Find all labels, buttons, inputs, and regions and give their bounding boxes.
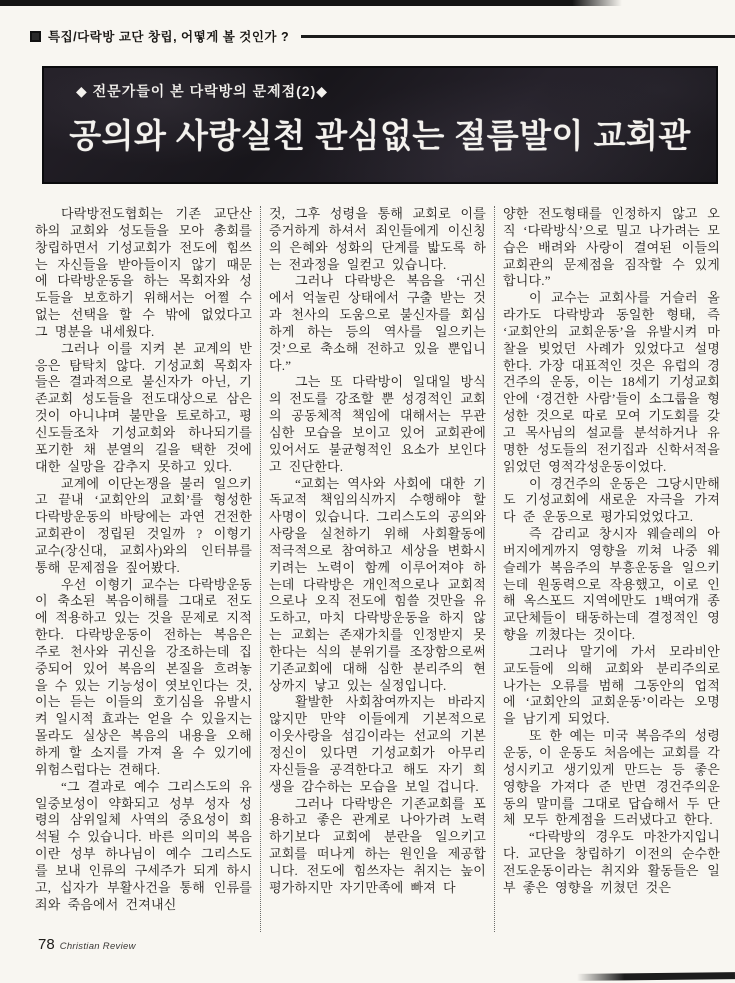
column-2 [269, 206, 486, 932]
article-columns [35, 206, 720, 932]
article-title: 공의와 사랑실천 관심없는 절름발이 교회관 [69, 117, 691, 154]
paragraph: 우선 이형기 교수는 다락방운동이 축소된 복음이해를 그대로 전도에 적용하고 있는 것을 문제로 지적한다. 다락방운동이 전하는 복음은 주로 천사와 귀신을 강조하는데 집중되어 있어 복음의 본질을 흐려놓을 수 있는 기능성이 엿보인다는 것, 이는 듣는 이들의 호기심을 유발시켜 일시적 효과는 얻을 수 있을지는 몰라도 실상은 복음의 내용을 오해하게 할 소지를 가져 올 수 있기에 위험스럽다는 견해다. [35, 576, 252, 777]
page-number: 78 [38, 936, 55, 953]
bottom-scan-artifact [577, 972, 735, 981]
paragraph: 그러나 말기에 가서 모라비안 교도들에 의해 교회와 분리주의로 나가는 오류를 범해 그동안의 업적에 ‘교회안의 교회운동’이라는 오명을 남기게 되었다. [503, 643, 720, 727]
paragraph: 것, 그후 성령을 통해 교회로 이를 증거하게 하셔서 죄인들에게 이신칭의 은혜와 성화의 단계를 밟도록 하는 전과정을 일컫고 있습니다. [269, 206, 486, 272]
page-footer [38, 936, 136, 953]
column-divider [260, 206, 261, 932]
kicker [30, 27, 735, 45]
paragraph: 그러나 다락방은 복음을 ‘귀신에서 억눌린 상태에서 구출 받는 것과 천사의 도움으로 불신자를 회심하게 하는 등의 역사를 일으키는 것’으로 축소해 전하고 있을 뿐입니다.” [269, 273, 486, 373]
paragraph: 교계에 이단논쟁을 불러 일으키고 끝내 ‘교회안의 교회’를 형성한 다락방운동의 바탕에는 과연 건전한 교회관이 정립된 것일까 ? 이형기 교수(장신대, 교회사)와의 인터뷰를 통해 문제점을 짚어봤다. [35, 475, 252, 575]
kicker-label: 특집/다락방 교단 창립, 어떻게 볼 것인가 ? [48, 30, 290, 44]
paragraph: 양한 전도형태를 인정하지 않고 오직 ‘다락방식’으로 밀고 나가려는 모습은 배려와 사랑이 결여된 이들의 교회관의 문제점을 짐작할 수 있게 합니다.” [503, 206, 720, 289]
paragraph: 그는 또 다락방이 일대일 방식의 전도를 강조할 뿐 성경적인 교회의 공동체적 책임에 대해서는 무관심한 모습을 보이고 있어 교회관에 있어서도 불균형적인 요소가 보인다고 진단한다. [269, 374, 486, 474]
paragraph: 이 경건주의 운동은 그당시만해도 기성교회에 새로운 자극을 가져다 준 운동으로 평가되었었다고. [503, 475, 720, 525]
paragraph: 그러나 이를 지켜 본 교계의 반응은 탐탁치 않다. 기성교회 목회자들은 결과적으로 불신자가 아닌, 기존교회 성도들을 전도대상으로 삼은 것이 아니냐며 불만을 토로하고, 평신도들조차 기성교회와 하나되기를 포기한 채 분열의 길을 택한 것에 대한 실망을 감추지 못하고 있다. [35, 340, 252, 474]
kicker-rule [301, 35, 735, 38]
paragraph: 즉 감리교 창시자 웨슬레의 아버지에게까지 영향을 끼쳐 나중 웨슬레가 복음주의 부흥운동을 일으키는데 원동력으로 작용했고, 이로 인해 옥스포드 지역에만도 1백여개 종교단체들이 태동하는데 결정적인 영향을 끼쳤다는 것이다. [503, 526, 720, 643]
paragraph: “그 결과로 예수 그리스도의 유일중보성이 약화되고 성부 성자 성령의 삼위일체 사역의 중요성이 희석될 수 있습니다. 바른 의미의 복음이란 성부 하나님이 예수 그리스도를 보내 인류의 구세주가 되게 하시고, 십자가 부활사건을 통해 인류를 죄와 죽음에서 건져내신 [35, 778, 252, 912]
magazine-name: Christian Review [59, 941, 136, 952]
title-banner [42, 66, 718, 184]
paragraph: 다락방전도협회는 기존 교단산하의 교회와 성도들을 모아 총회를 창립하면서 기성교회가 전도에 힘쓰는 자신들을 받아들이지 않기 때문에 다락방운동을 하는 목회자와 성도들을 보호하기 위해서는 어쩔 수 없는 선택을 할 수 밖에 없었다고 그 명분을 내세웠다. [35, 206, 252, 339]
top-scan-artifact [0, 0, 622, 6]
paragraph: “다락방의 경우도 마찬가지입니다. 교단을 창립하기 이전의 순수한 전도운동이라는 취지와 활동들은 일부 좋은 영향을 끼쳤던 것은 [503, 829, 720, 895]
paragraph: 그러나 다락방은 기존교회를 포용하고 좋은 관계로 나아가려 노력하기보다 교회에 분란을 일으키고 교회를 떠나게 하는 원인을 제공합니다. 전도에 힘쓰자는 취지는 높이 평가하지만 자기만족에 빠져 다 [269, 795, 486, 895]
banner-subtitle: ◆ 전문가들이 본 다락방의 문제점(2)◆ [76, 83, 329, 99]
paragraph: 활발한 사회참여까지는 바라지 않지만 만약 이들에게 기본적으로 이웃사랑을 섬김이라는 선교의 기본정신이 있다면 기성교회가 아무리 자신들을 공격한다고 해도 자기 희생을 감수하는 모습을 보일 겁니다. [269, 694, 486, 794]
column-divider [494, 206, 495, 932]
paragraph: 또 한 예는 미국 복음주의 성령운동, 이 운동도 처음에는 교회를 각성시키고 생기있게 만드는 등 좋은 영향을 가져다 준 반면 경건주의운동의 말미를 그대로 답습해서 두 단체 모두 한계점을 드러냈다고 한다. [503, 728, 720, 828]
paragraph: 이 교수는 교회사를 거슬러 올라가도 다락방과 동일한 형태, 즉 ‘교회안의 교회운동’을 유발시켜 마찰을 빚었던 사례가 있었다고 설명한다. 가장 대표적인 것은 유럽의 경건주의 운동, 이는 18세기 기성교회안에 ‘경건한 사람’들이 소그룹을 형성한 것으로 따로 모여 기도회를 갖고 목사님의 설교를 분석하거나 유명한 성도들의 전기집과 신학서적을 읽었던 영적각성운동이었다. [503, 290, 720, 474]
column-3 [503, 206, 720, 932]
column-1 [35, 206, 252, 932]
square-bullet-icon [30, 31, 41, 42]
paragraph: “교회는 역사와 사회에 대한 기독교적 책임의식까지 수행해야 할 사명이 있습니다. 그리스도의 공의와 사랑을 실천하기 위해 사회활동에 적극적으로 참여하고 세상을 변화시키려는 노력이 함께 이루어져야 하는데 다락방은 개인적으로나 교회적으로나 오직 전도에 힘쓸 것만을 유도하고, 마치 다락방운동을 하지 않는 교회는 존재가치를 인정받지 못한다는 식의 분위기를 조장함으로써 기존교회에 대해 심한 분리주의 현상까지 낳고 있는 실정입니다. [269, 475, 486, 693]
